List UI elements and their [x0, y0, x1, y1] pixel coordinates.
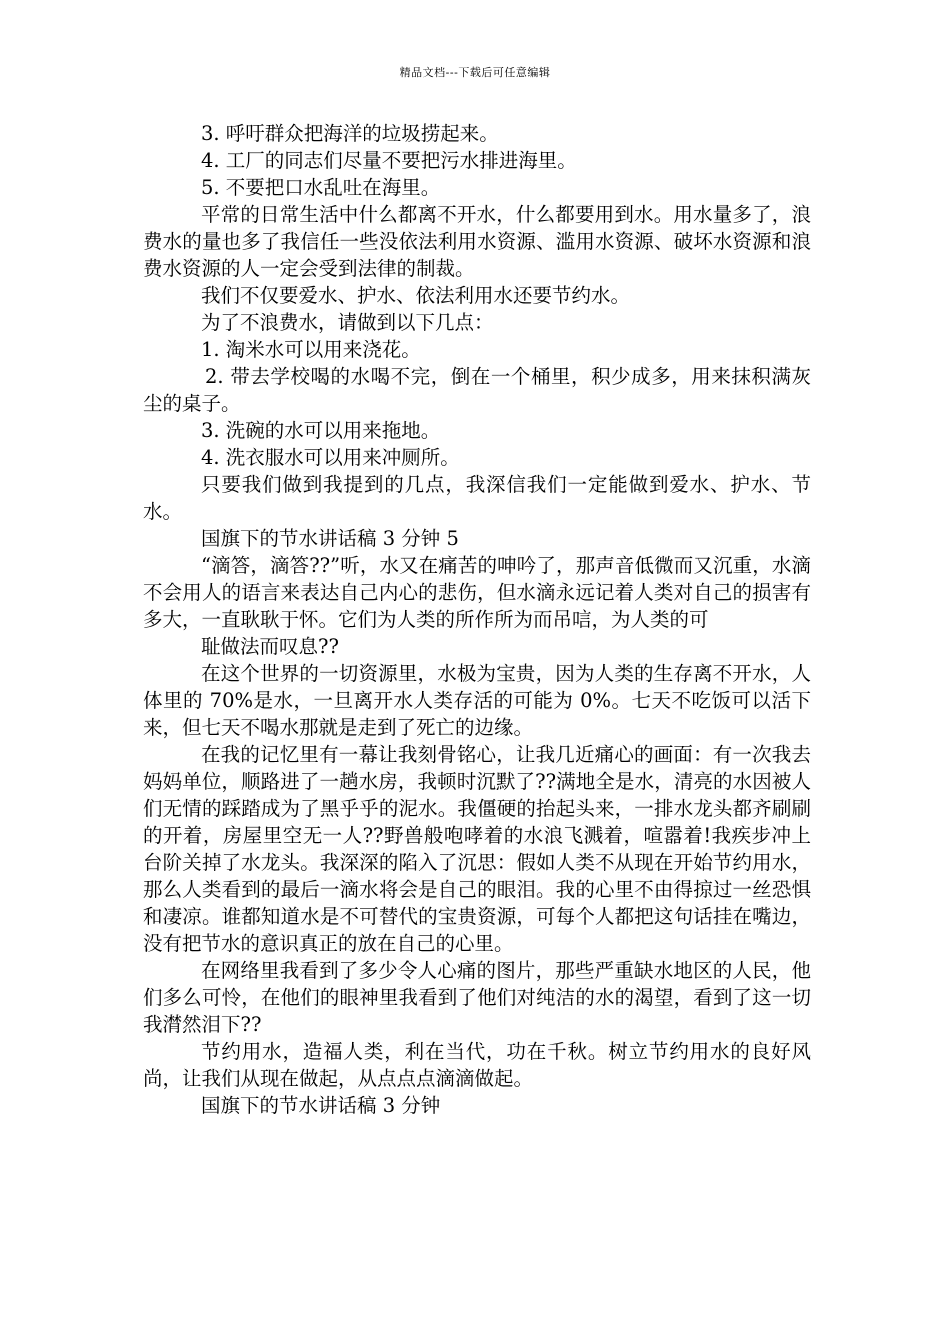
list-item-3b: 3. 洗碗的水可以用来拖地。 — [201, 419, 441, 442]
list-item-4: 4. 工厂的同志们尽量不要把污水排进海里。 — [201, 149, 577, 172]
paragraph-conclusion: 只要我们做到我提到的几点，我深信我们一定能做到爱水、护水、节水。 — [143, 473, 811, 523]
paragraph-sigh: 耻做法而叹息?? — [201, 635, 339, 658]
section-heading-next: 国旗下的节水讲话稿 3 分钟 — [201, 1094, 441, 1117]
paragraph-resources: 在这个世界的一切资源里，水极为宝贵，因为人类的生存离不开水，人体里的 70%是水，一旦离开水人类存活的可能为 0%。七天不吃饭可以活下来，但七天不喝水那就是走到了死亡的边缘。 — [143, 662, 811, 739]
paragraph-memory: 在我的记忆里有一幕让我刻骨铭心，让我几近痛心的画面：有一次我去妈妈单位，顺路进了一趟水房，我顿时沉默了??满地全是水，清亮的水因被人们无情的踩踏成为了黑乎乎的泥水。我僵硬的抬起头来，一排水龙头都齐刷刷的开着，房屋里空无一人??野兽般咆哮着的水浪飞溅着，喧嚣着!我疾步冲上台阶关掉了水龙头。我深深的陷入了沉思：假如人类不从现在开始节约用水，那么人类看到的最后一滴水将会是自己的眼泪。我的心里不由得掠过一丝恐惧和凄凉。谁都知道水是不可替代的宝贵资源，可每个人都把这句话挂在嘴边，没有把节水的意识真正的放在自己的心里。 — [143, 743, 811, 955]
list-item-3: 3. 呼吁群众把海洋的垃圾捞起来。 — [201, 122, 499, 145]
paragraph-internet: 在网络里我看到了多少令人心痛的图片，那些严重缺水地区的人民，他们多么可怜，在他们的眼神里我看到了他们对纯洁的水的渴望，看到了这一切我潸然泪下?? — [143, 959, 811, 1036]
paragraph-points-intro: 为了不浪费水，请做到以下几点： — [201, 311, 494, 334]
paragraph-dripping: “滴答，滴答??”听，水又在痛苦的呻吟了，那声音低微而又沉重，水滴不会用人的语言来表达自己内心的悲伤，但水滴永远记着人类对自己的损害有多大，一直耿耿于怀。它们为人类的所作所为而吊唁，为人类的可 — [143, 554, 811, 631]
paragraph-daily-water: 平常的日常生活中什么都离不开水，什么都要用到水。用水量多了，浪费水的量也多了我信任一些没依法利用水资源、滥用水资源、破坏水资源和浪费水资源的人一定会受到法律的制裁。 — [143, 203, 811, 280]
document-body — [143, 120, 811, 1119]
paragraph-save-water: 我们不仅要爱水、护水、依法利用水还要节约水。 — [201, 284, 631, 307]
page-header: 精品文档---下载后可任意编辑 — [399, 66, 551, 79]
section-heading-5: 国旗下的节水讲话稿 3 分钟 5 — [201, 527, 459, 550]
list-item-5: 5. 不要把口水乱吐在海里。 — [201, 176, 441, 199]
list-item-4b: 4. 洗衣服水可以用来冲厕所。 — [201, 446, 460, 469]
list-item-2: 2. 带去学校喝的水喝不完，倒在一个桶里，积少成多，用来抹积满灰尘的桌子。 — [143, 365, 811, 415]
list-item-1: 1. 淘米水可以用来浇花。 — [201, 338, 421, 361]
paragraph-call-to-action: 节约用水，造福人类，利在当代，功在千秋。树立节约用水的良好风尚，让我们从现在做起，从点点点滴滴做起。 — [143, 1040, 811, 1090]
